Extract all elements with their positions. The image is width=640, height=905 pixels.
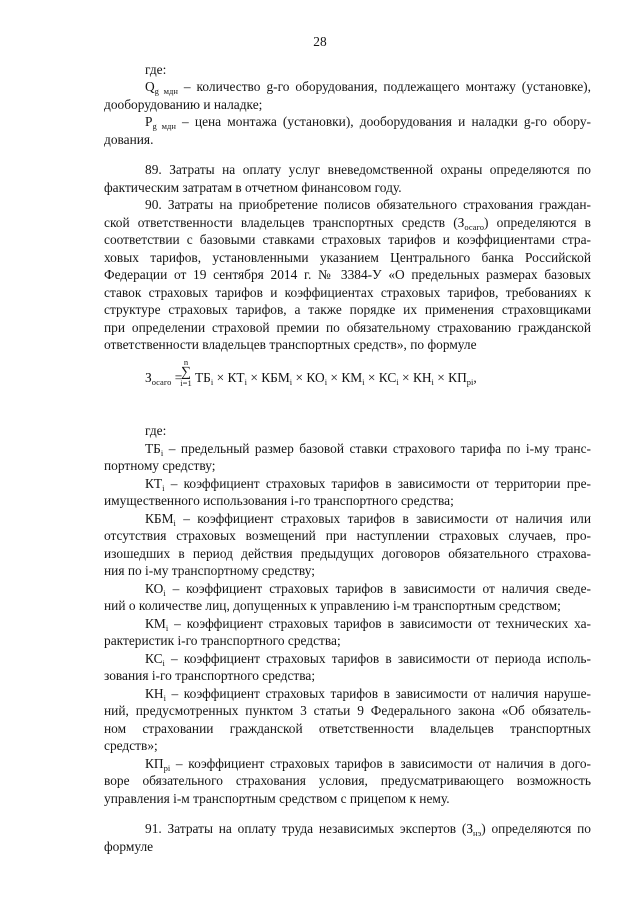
para90-line: соответствии с базовыми ставками страховых тарифов и коэффициентами стра- — [104, 232, 591, 247]
definition-ko: $КО_i$ – коэффициент страховых тарифов в зависимости от наличия сведе- — [145, 581, 591, 598]
where-label: где: — [145, 62, 167, 77]
summation-sign: n ∑ i=1 — [180, 357, 192, 388]
definition-kp-cont: управления i-м транспортным средством с прицепом к нему. — [104, 791, 450, 806]
para90-line: Федерации от 19 сентября 2014 г. № 3384-У «О предельных размерах базовых — [104, 267, 591, 282]
definition-kbm-cont: отсутствия страховых возмещений при наступлении страховых случаев, про- — [104, 528, 591, 543]
definition-tb-cont: портному средству; — [104, 458, 216, 473]
definition-tb: $ТБ_i$ – предельный размер базовой ставки страхового тарифа по i-му транс- — [145, 441, 591, 458]
q-subscript: g мдн — [154, 86, 178, 96]
definition-ks: $КС_i$ – коэффициент страховых тарифов в зависимости от периода исполь- — [145, 651, 591, 668]
q-definition-continuation: дооборудованию и наладке; — [104, 97, 263, 112]
page-number: 28 — [313, 34, 327, 49]
p-definition-line — [145, 113, 591, 131]
formula-lhs: $З_{осаго}$ = — [145, 370, 183, 387]
q-definition-line — [145, 78, 591, 96]
where-label: где: — [145, 423, 167, 438]
q-symbol: Q — [145, 79, 155, 94]
para90-line: при определении страховой премии по обязательному страхованию гражданской — [104, 320, 591, 335]
definition-km: $КМ_i$ – коэффициент страховых тарифов в зависимости от технических ха- — [145, 616, 591, 633]
definition-kbm-cont: изошедших в период действия предыдущих договоров обязательного страхова- — [104, 546, 591, 561]
para91-line: 91. Затраты на оплату труда независимых экспертов $(З_{нэ})$ определяются по — [145, 821, 591, 838]
para90-line: 90. Затраты на приобретение полисов обязательного страхования граждан- — [145, 197, 591, 212]
definition-kt-cont: имущественного использования i-го транспортного средства; — [104, 493, 454, 508]
para90-line: ховых тарифов, установленными указанием Центрального банка Российской — [104, 250, 591, 265]
p-subscript: g мдн — [152, 121, 176, 131]
definition-kn-cont: ном страховании гражданской ответственности владельцев транспортных — [104, 721, 591, 736]
formula-terms: $ТБ_i \times КТ_i \times КБМ_i \times КО_i \times КМ_i \times КС_i \times КН_i \times КП_{pi}$, — [195, 370, 477, 387]
definition-kn: $КН_i$ – коэффициент страховых тарифов в зависимости от наличия наруше- — [145, 686, 591, 703]
para89-line: фактическим затратам в отчетном финансовом году. — [104, 180, 402, 195]
para91-line: формуле — [104, 839, 154, 854]
definition-ko-cont: ний о количестве лиц, допущенных к управлению i-м транспортным средством; — [104, 598, 561, 613]
para90-line: ответственности владельцев транспортных средств», по формуле — [104, 337, 477, 352]
definition-km-cont: рактеристик i-го транспортного средства; — [104, 633, 341, 648]
definition-kp: $КП_{pi}$ – коэффициент страховых тарифов в зависимости от наличия в дого- — [145, 756, 591, 773]
para90-line: структуре страховых тарифов, а также порядке их применения страховщиками — [104, 302, 591, 317]
definition-kbm-cont: ния по i-му транспортному средству; — [104, 563, 315, 578]
zosago-subscript: осаго — [464, 222, 485, 232]
definition-kt: $КТ_i$ – коэффициент страховых тарифов в зависимости от территории пре- — [145, 476, 591, 493]
para90-line: ставок страховых тарифов и коэффициентах страховых тарифов, требованиях к — [104, 285, 591, 300]
definition-ks-cont: зования i-го транспортного средства; — [104, 668, 316, 683]
p-definition-continuation: дования. — [104, 132, 154, 147]
q-text: – количество g-го оборудования, подлежащего монтажу (установке), — [183, 79, 591, 94]
definition-kn-cont: ний, предусмотренных пунктом 3 статьи 9 Федерального закона «Об обязатель- — [104, 703, 591, 718]
definition-kp-cont: воре обязательного страхования условия, предусматривающего возможность — [104, 773, 591, 788]
definition-kbm: $КБМ_i$ – коэффициент страховых тарифов в зависимости от наличия или — [145, 511, 591, 528]
para89-line: 89. Затраты на оплату услуг вневедомственной охраны определяются по — [145, 162, 591, 177]
para90-line: ской ответственности владельцев транспортных средств $(З_{осаго})$ определяются в — [104, 215, 592, 232]
zne-subscript: нэ — [473, 828, 482, 838]
p-symbol: P — [145, 114, 153, 129]
definition-kn-cont: средств»; — [104, 738, 158, 753]
p-text: – цена монтажа (установки), дооборудования и наладки g-го обору- — [182, 114, 591, 129]
